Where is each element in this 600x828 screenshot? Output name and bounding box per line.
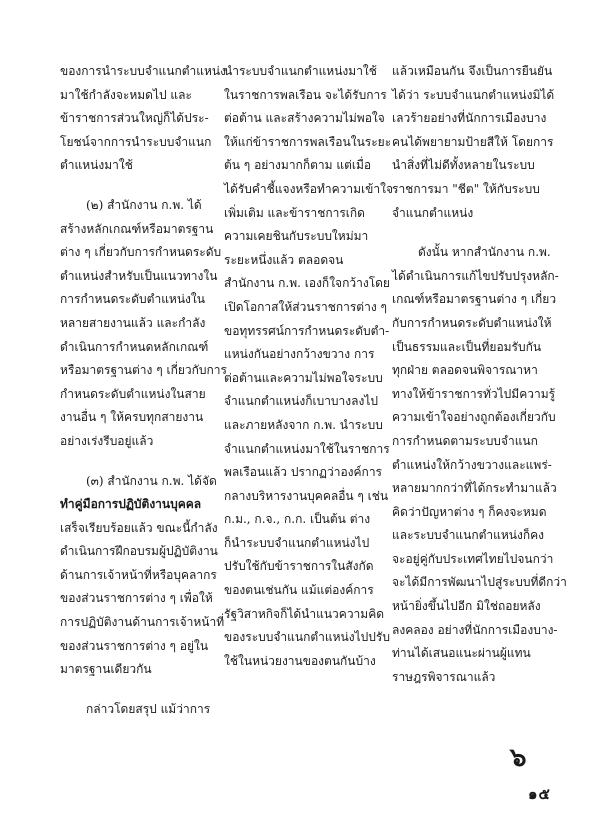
text-line: การกำหนดตามระบบจำแนก — [392, 433, 538, 448]
text-line: ความเข้าใจอย่างถูกต้องเกี่ยวกับ — [392, 410, 556, 425]
text-line: ราชการมา "ชีต" ให้กับระบบ — [392, 181, 540, 196]
conclusion-heading: ดังนั้น หากสำนักงาน ก.พ. — [418, 245, 551, 260]
text-line: ขอทุทรรศน์การกำหนดระดับตำ- — [224, 323, 390, 338]
text-line: สำนักงาน ก.พ. เองก็ใจกว้างโดย — [224, 276, 390, 291]
text-line: ท่านได้เสนอแนะผ่านผู้แทน — [392, 646, 531, 661]
text-line: กับการกำหนดระดับตำแหน่งให้ — [392, 315, 552, 330]
text-line: ทุกฝ่าย ตลอดจนพิจารณาหา — [392, 363, 538, 378]
text-line: ของส่วนราชการต่าง ๆ อยู่ใน — [60, 638, 209, 653]
text-line: ตำแหน่งมาใช้ — [60, 158, 133, 173]
text-line: จำแนกตำแหน่งมาใช้ในราชการ — [224, 441, 390, 456]
left-column — [60, 60, 227, 721]
text-line: ตำแหน่งสำหรับเป็นแนวทางใน — [60, 268, 218, 283]
text-line: คนได้พยายามป้ายสีให้ โดยการ — [392, 134, 554, 149]
text-line: หน้ายิ่งขึ้นไปอีก มิใช่ถอยหลัง — [392, 599, 541, 614]
text-line: โยชน์จากการนำระบบจำแนก — [60, 134, 212, 149]
text-line: แล้วเหมือนกัน จึงเป็นการยืนยัน — [392, 64, 553, 78]
text-line: คิดว่าปัญหาต่าง ๆ ก็คงจะหมด — [392, 504, 547, 519]
text-line: ก็นำระบบจำแนกตำแหน่งไป — [224, 535, 370, 550]
text-line: และระบบจำแนกตำแหน่งก็คง — [392, 528, 545, 543]
text-line: ต่อต้าน และสร้างความไม่พอใจ — [224, 111, 385, 126]
text-line: ได้ดำเนินการแก้ไขปรับปรุงหลัก- — [392, 268, 559, 283]
item-3-heading: (๓) สำนักงาน ก.พ. ได้จัด — [86, 473, 217, 488]
text-line: เพิ่มเติม และข้าราชการเกิด — [224, 205, 365, 220]
text-line: ทางให้ข้าราชการทั่วไปมีความรู้ — [392, 386, 556, 401]
text-line: กลางบริหารงานบุคคลอื่น ๆ เช่น — [224, 488, 389, 503]
text-line: ให้แก่ข้าราชการพลเรือนในระยะ — [224, 134, 392, 149]
text-line: ตำแหน่งให้กว้างขวางและแพร่- — [392, 457, 552, 472]
text-line: ลงคลอง อย่างที่นักการเมืองบาง- — [392, 622, 558, 637]
middle-column — [224, 60, 393, 673]
item-2-heading: (๒) สำนักงาน ก.พ. ได้ — [86, 197, 202, 212]
text-line: เสร็จเรียบร้อยแล้ว ขณะนี้กำลัง — [60, 520, 218, 535]
text-line: ความเคยชินกับระบบใหม่มา — [224, 229, 369, 244]
text-line: ในราชการพลเรือน จะได้รับการ — [224, 87, 387, 102]
text-line: ได้ว่า ระบบจำแนกตำแหน่งมิได้ — [392, 87, 555, 102]
text-line: รัฐวิสาหกิจก็ได้นำแนวความคิด — [224, 606, 385, 621]
text-line: นำสิ่งที่ไม่ดีทั้งหลายในระบบ — [392, 158, 535, 173]
text-line: ดำเนินการฝึกอบรมผู้ปฏิบัติงาน — [60, 544, 218, 559]
text-line: และภายหลังจาก ก.พ. นำระบบ — [224, 417, 383, 432]
text-line: ราษฎรพิจารณาแล้ว — [392, 669, 496, 684]
text-line: มาตรฐานเดียวกัน — [60, 662, 152, 677]
text-line: หรือมาตรฐานต่าง ๆ เกี่ยวกับการ — [60, 363, 227, 378]
text-line: หลายมากกว่าที่ได้กระทำมาแล้ว — [392, 481, 557, 496]
text-line: จะได้มีการพัฒนาไปสู่ระบบที่ดีกว่า — [392, 575, 567, 590]
text-line: เกณฑ์หรือมาตรฐานต่าง ๆ เกี่ยว — [392, 292, 557, 307]
right-column — [392, 60, 567, 689]
text-line: ของการนำระบบจำแนกตำแหน่ง — [60, 64, 226, 78]
text-line: ของตนเช่นกัน แม้แต่องค์การ — [224, 583, 374, 598]
text-line: ต่าง ๆ เกี่ยวกับการกำหนดระดับ — [60, 245, 222, 260]
text-line: ใช้ในหน่วยงานของตนกันบ้าง — [224, 653, 376, 668]
text-line: เป็นธรรมและเป็นที่ยอมรับกัน — [392, 339, 542, 354]
text-line: เปิดโอกาสให้ส่วนราชการต่าง ๆ — [224, 299, 387, 314]
text-line: จำแนกตำแหน่ง — [392, 205, 474, 220]
text-line: เลวร้ายอย่างที่นักการเมืองบาง — [392, 111, 547, 126]
text-line: จำแนกตำแหน่งก็เบาบางลงไป — [224, 394, 379, 409]
text-line: ข้าราชการส่วนใหญ่ก็ได้ประ- — [60, 111, 209, 126]
text-line: จะอยู่คู่กับประเทศไทยไปจนกว่า — [392, 551, 554, 566]
text-line: ต้น ๆ อย่างมากก็ตาม แต่เมื่อ — [224, 158, 372, 173]
text-line: กำหนดระดับตำแหน่งในสาย — [60, 386, 206, 401]
text-line: พลเรือนแล้ว ปรากฏว่าองค์การ — [224, 465, 383, 480]
text-line: อย่างเร่งรีบอยู่แล้ว — [60, 433, 154, 448]
text-line: นำระบบจำแนกตำแหน่งมาใช้ — [224, 64, 377, 78]
section-mark: ๖ — [510, 743, 527, 773]
text-line: ดำเนินการกำหนดหลักเกณฑ์ — [60, 339, 209, 354]
text-line: ระยะหนึ่งแล้ว ตลอดจน — [224, 252, 344, 267]
text-line: ของส่วนราชการต่าง ๆ เพื่อให้ — [60, 591, 213, 606]
text-line: มาใช้กำลังจะหมดไป และ — [60, 87, 192, 102]
text-line: ทำคู่มือการปฏิบัติงานบุคคล — [60, 497, 202, 512]
summary-line: กล่าวโดยสรุป แม้ว่าการ — [86, 701, 211, 716]
text-line: ได้รับคำชี้แจงหรือทำความเข้าใจ — [224, 181, 393, 196]
text-line: การกำหนดระดับตำแหน่งใน — [60, 292, 205, 307]
text-line: ต่อต้านและความไม่พอใจระบบ — [224, 370, 383, 385]
text-line: หลายสายงานแล้ว และกำลัง — [60, 315, 206, 330]
text-line: การปฏิบัติงานด้านการเจ้าหน้าที่ — [60, 615, 225, 630]
text-line: ของระบบจำแนกตำแหน่งไปปรับ — [224, 630, 390, 645]
page-number: ๑๕ — [528, 785, 551, 803]
text-line: งานอื่น ๆ ให้ครบทุกสายงาน — [60, 410, 204, 425]
text-line: ปรับใช้กับข้าราชการในสังกัด — [224, 559, 374, 574]
text-line: สร้างหลักเกณฑ์หรือมาตรฐาน — [60, 221, 214, 236]
text-line: ด้านการเจ้าหน้าที่หรือบุคลากร — [60, 567, 217, 582]
text-line: แหน่งกันอย่างกว้างขวาง การ — [224, 347, 375, 362]
text-line: ก.ม., ก.จ., ก.ก. เป็นต้น ต่าง — [224, 512, 371, 527]
